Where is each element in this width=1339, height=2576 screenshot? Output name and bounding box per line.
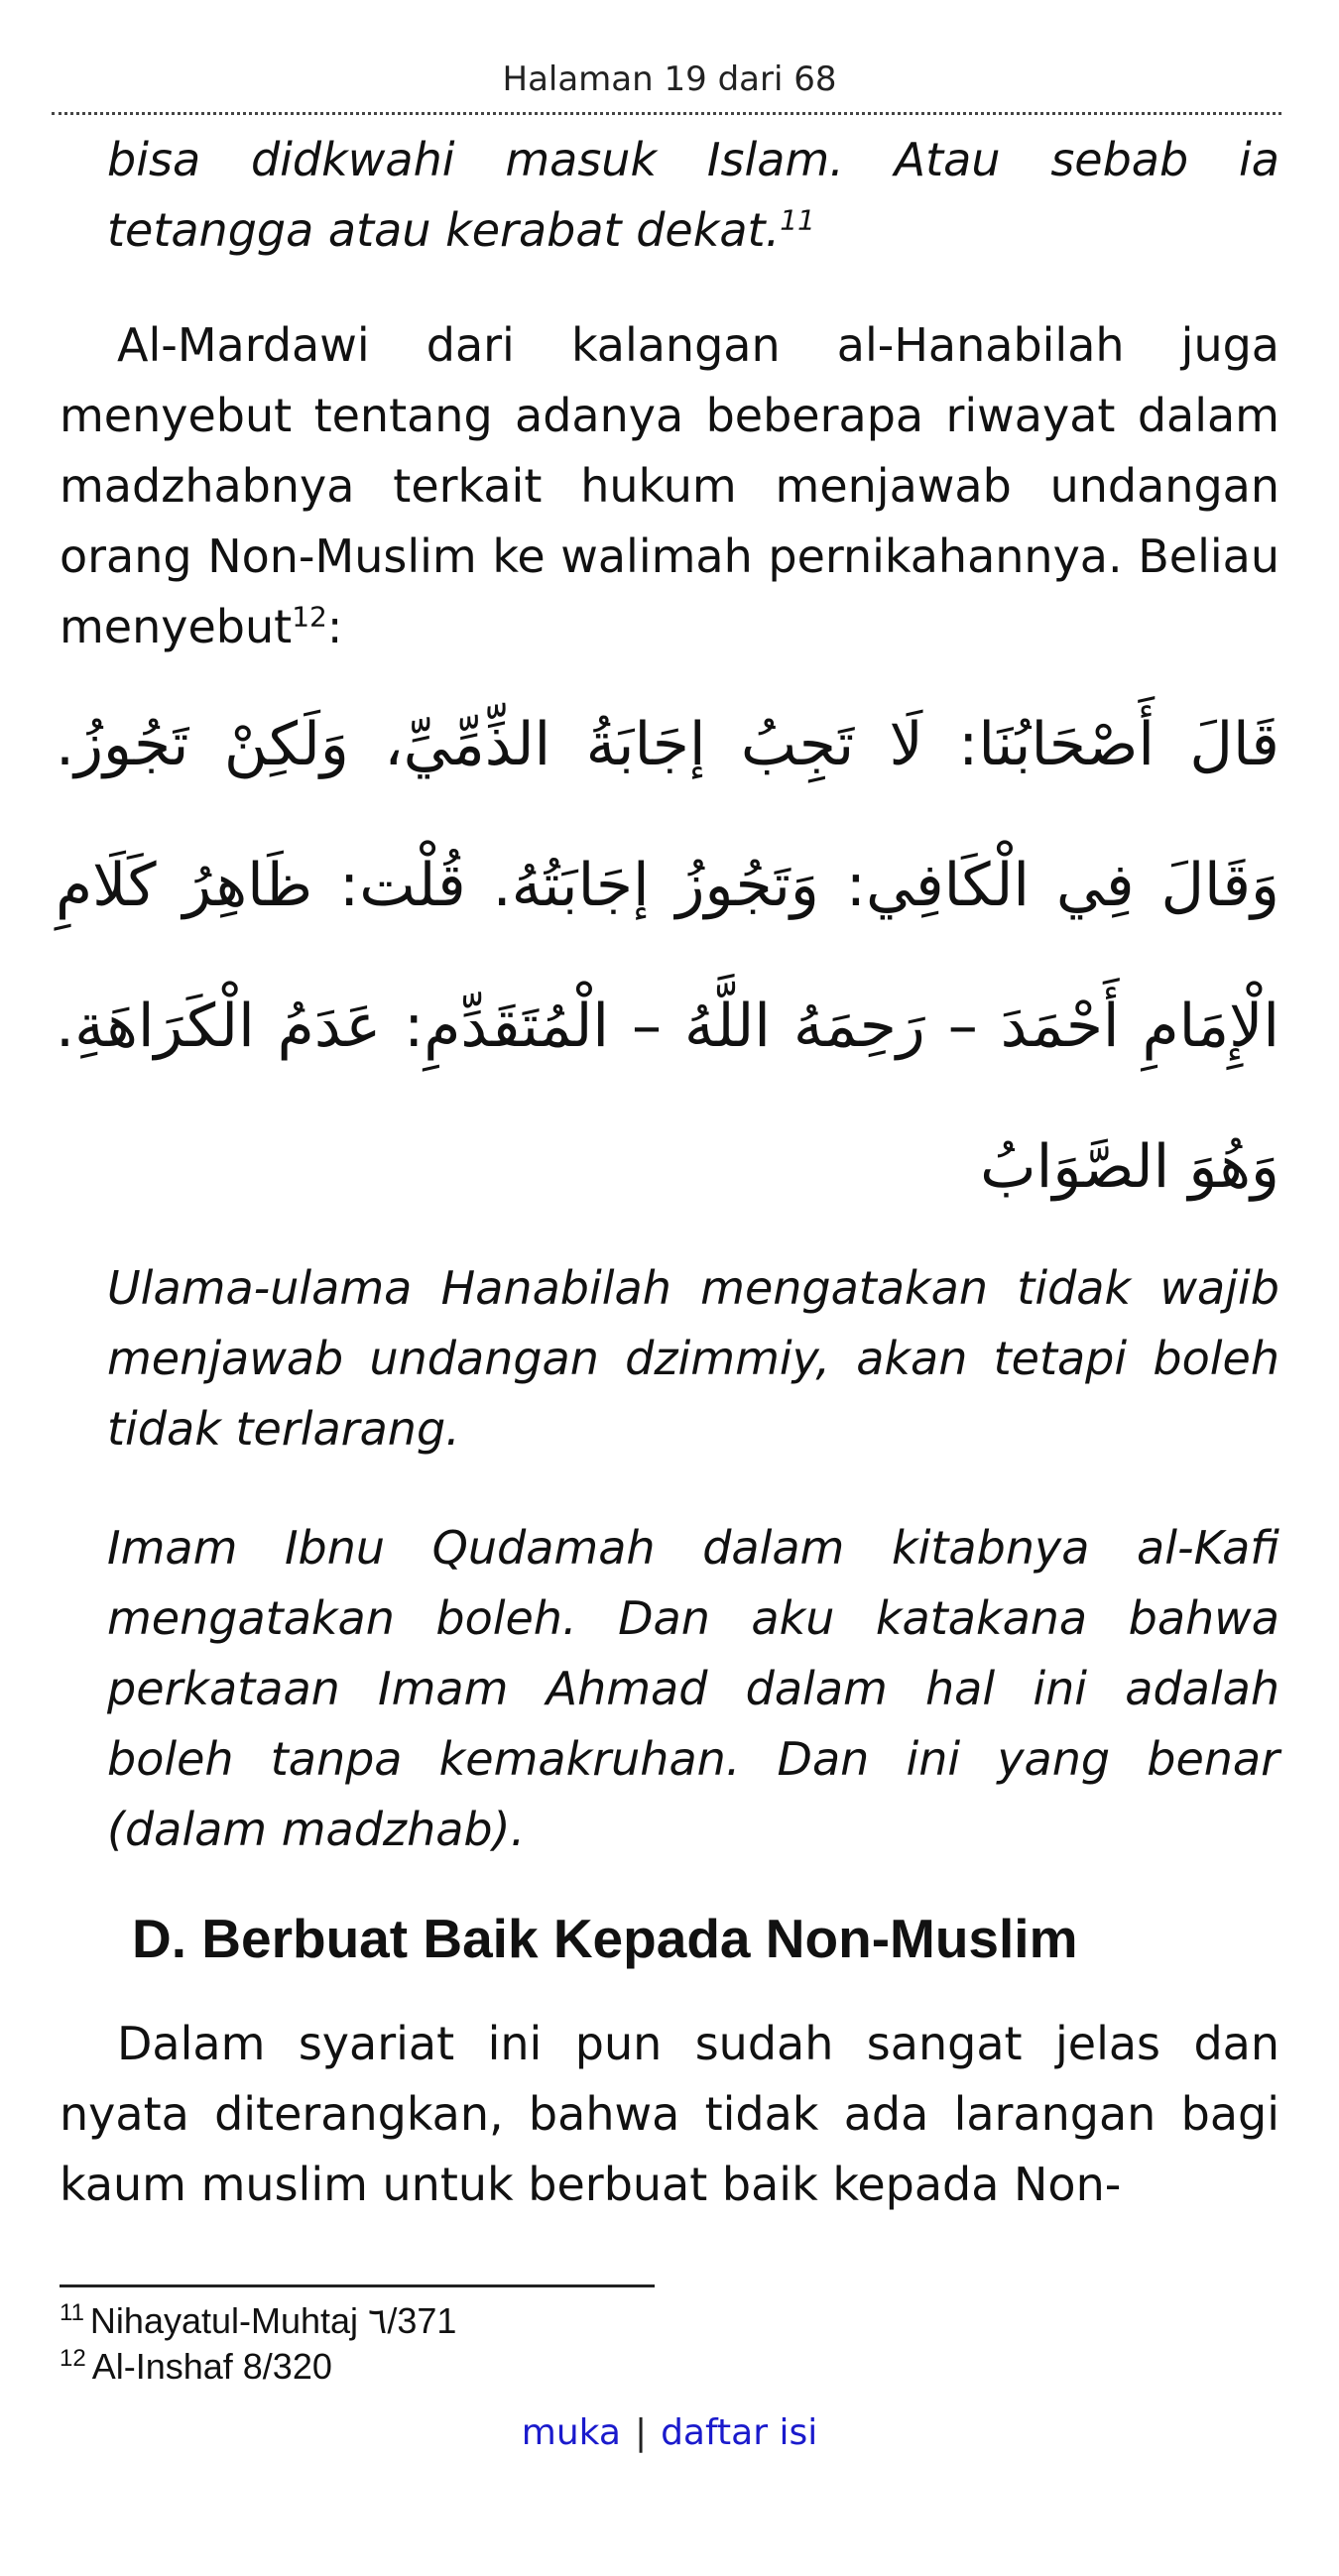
body-paragraph-syariat-text: Dalam syariat ini pun sudah sangat jelas dan nyata diterangkan, bahwa tidak ada larangan bagi kaum muslim untuk berbuat baik kepada Non-: [60, 2017, 1279, 2211]
continued-translation: [107, 125, 1279, 266]
section-heading-text: D. Berbuat Baik Kepada Non-Muslim: [132, 1908, 1078, 1969]
translation-ibnu-qudamah: [107, 1513, 1279, 1865]
body-paragraph-mardawi-text: Al-Mardawi dari kalangan al-Hanabilah juga menyebut tentang adanya beberapa riwayat dalam madzhabnya terkait hukum menjawab undangan orang Non-Muslim ke walimah pernikahannya. Beliau menyebut: [60, 318, 1279, 653]
footnote-number: 11: [60, 2299, 84, 2326]
header-divider: [52, 112, 1281, 115]
body-paragraph-mardawi-tail: :: [326, 600, 343, 653]
body-paragraph-mardawi: [60, 310, 1279, 662]
translation-ibnu-qudamah-text: Imam Ibnu Qudamah dalam kitabnya al-Kafi mengatakan boleh. Dan aku katakana bahwa perkataan Imam Ahmad dalam hal ini adalah boleh tanpa kemakruhan. Dan ini yang benar (dalam madzhab).: [107, 1521, 1279, 1856]
footnote-divider: [60, 2284, 655, 2287]
home-link[interactable]: muka: [521, 2412, 621, 2453]
footnote-text: Nihayatul-Muhtaj ٦/371: [89, 2300, 457, 2341]
body-paragraph-syariat: [60, 2009, 1279, 2220]
table-of-contents-link[interactable]: daftar isi: [661, 2412, 818, 2453]
footnotes: [60, 2298, 1279, 2390]
arabic-quotation: [56, 674, 1279, 1237]
nav-separator: |: [634, 2412, 648, 2453]
footnote-ref-11: 11: [780, 203, 815, 237]
translation-hanabilah-text: Ulama-ulama Hanabilah mengatakan tidak wajib menjawab undangan dzimmiy, akan tetapi boleh tidak terlarang.: [107, 1261, 1279, 1456]
page-navigation: [0, 2409, 1339, 2457]
page-number-label: Halaman 19 dari 68: [502, 59, 837, 99]
footnote-number: 12: [60, 2345, 86, 2372]
page-header: [0, 58, 1339, 101]
translation-hanabilah: [107, 1253, 1279, 1464]
footnote-ref-12: 12: [292, 600, 327, 634]
footnote-text: Al-Inshaf 8/320: [91, 2346, 332, 2387]
arabic-quotation-text: قَالَ أَصْحَابُنَا: لَا تَجِبُ إجَابَةُ الذِّمِّيِّ، وَلَكِنْ تَجُوزُ. وَقَالَ فِي الْكَافِي: وَتَجُوزُ إجَابَتُهُ. قُلْت: ظَاهِرُ كَلَامِ الْإِمَامِ أَحْمَدَ – رَحِمَهُ اللَّهُ – الْمُتَقَدِّمِ: عَدَمُ الْكَرَاهَةِ. وَهُوَ الصَّوَابُ: [56, 710, 1279, 1202]
footnote-item: [60, 2298, 1279, 2344]
section-heading: [132, 1904, 1077, 1973]
continued-translation-text: bisa didkwahi masuk Islam. Atau sebab ia tetangga atau kerabat dekat.: [107, 133, 1279, 257]
footnote-item: [60, 2344, 1279, 2390]
